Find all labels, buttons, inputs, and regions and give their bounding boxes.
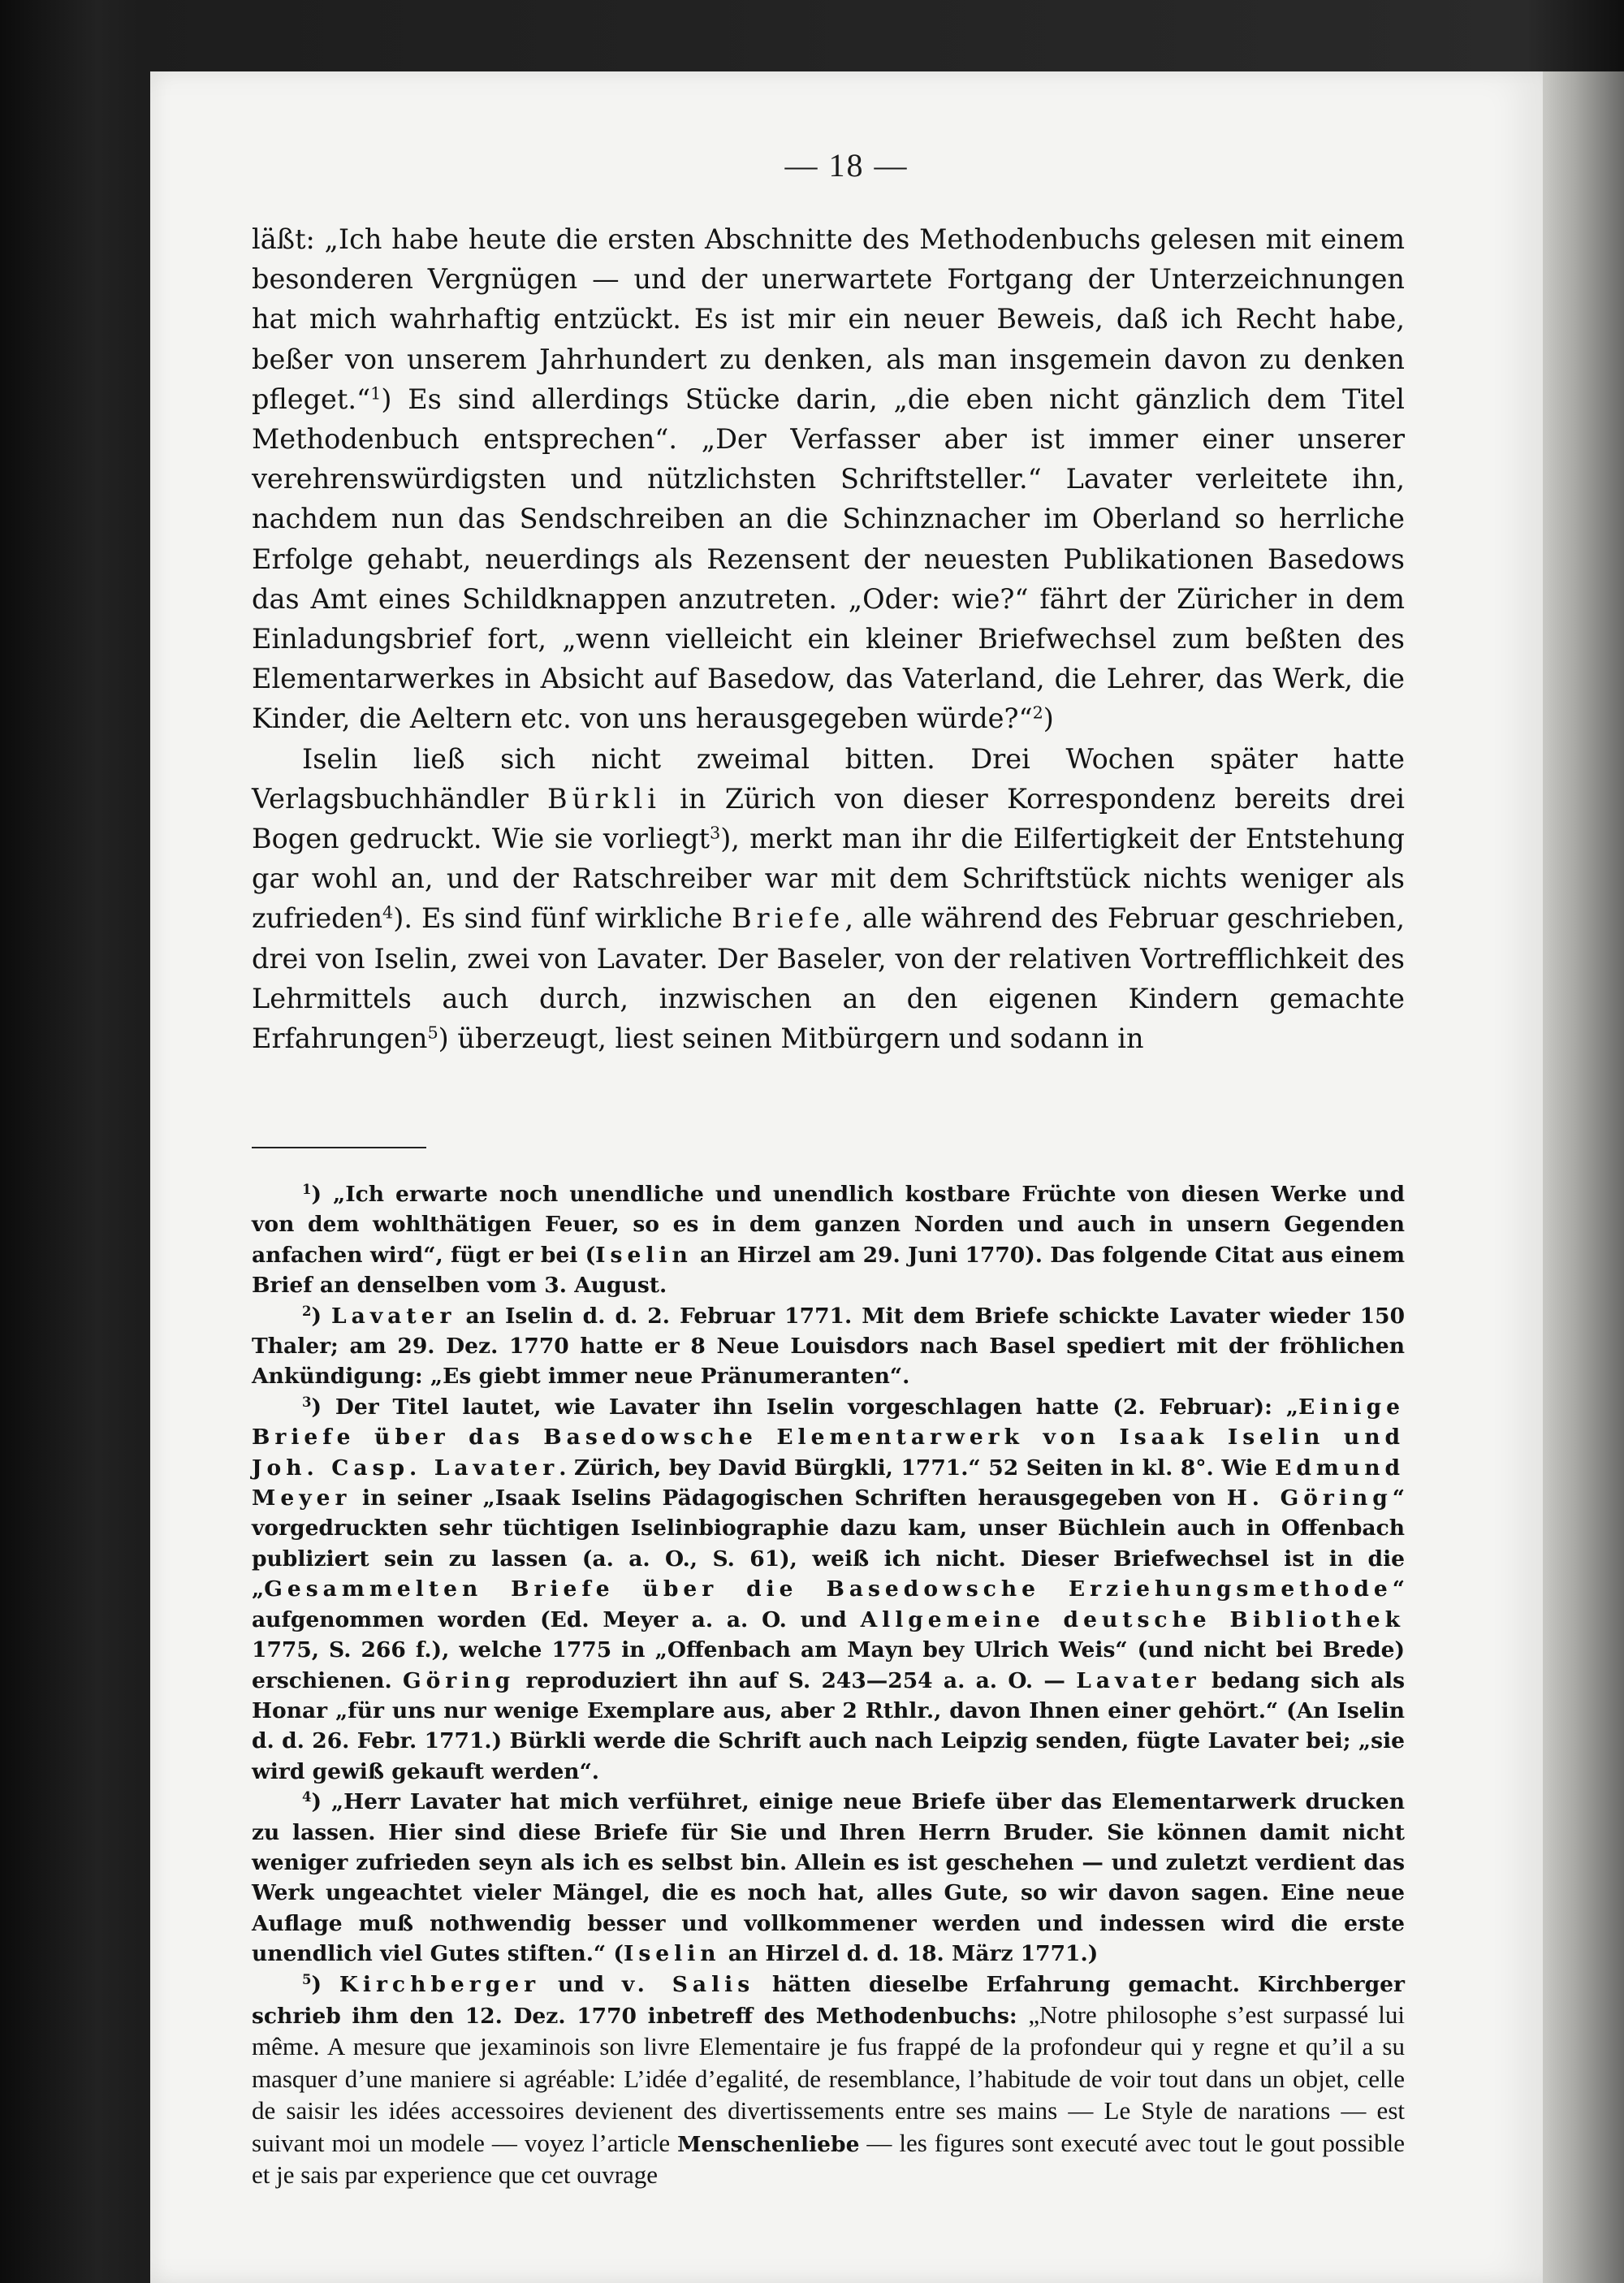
footnote-5-german-word: Menschenliebe [677, 2131, 860, 2157]
page-number: — 18 — [784, 147, 909, 184]
footnote-2 [252, 1301, 1405, 1392]
footnote-4 [252, 1787, 1405, 1969]
footnote-3 [252, 1392, 1405, 1787]
p1-text-a: läßt: „Ich habe heute die ersten Abschnitte des Methodenbuchs gelesen mit einem besonderen Vergnügen — und der unerwartete Fortgang der Unterzeichnungen hat mich wahrhaftig entzückt. Es ist mir ein neuer Beweis, daß ich Recht habe, beßer von unserem Jahrhundert zu denken, als man insgemein davon zu denken pfleget.“ [252, 223, 1405, 415]
footnote-2-name: Lavater [331, 1303, 456, 1329]
footnote-3-title-2: Gesammelten Briefe über die Basedowsche Erziehungsmethode [264, 1576, 1393, 1602]
p2-text-c: ), merkt man ihr die Eilfertigkeit der Entstehung gar wohl an, und der Ratschreiber war mit dem Schriftstück nichts weniger als zufrieden [252, 823, 1405, 935]
footnote-3-name-goering-2: Göring [403, 1667, 516, 1693]
footnote-5-french-quote: „Notre philosophe s’est surpassé lui même. A mesure que jexaminois son livre Elementaire je fus frappé de la profondeur qui y regne et qu’il a su masquer d’une maniere si agréable: L’idée d’egalité, de resemblance, l’habitude de voir tout dans un objet, celle de saisir les idées accessoires devienent des divertissements entre ses mains — Le Style de narations — est suivant moi un modele — voyez l’article [252, 2000, 1405, 2157]
p2-text-e: , alle während des Februar geschrieben, drei von Iselin, zwei von Lavater. Der Baseler, von der relativen Vortrefflichkeit des Lehrmittels auch durch, inzwischen an den eigenen Kindern gemachte Erfahrungen [252, 902, 1406, 1055]
footnote-3-title: Einige Briefe über das Basedowsche Elementarwerk von Isaak Iselin und Joh. Casp. Lavater [252, 1394, 1405, 1481]
footnote-3-mark: 3 [302, 1394, 312, 1410]
footnote-2-text-a: ) [311, 1303, 332, 1329]
footnote-1-text-a: ) „Ich erwarte noch unendliche und unendlich kostbare Früchte von diesen Werke und von dem wohlthätigen Feuer, so es in dem ganzen Norden und auch in unsern Gegenden anfachen wird“, fügt er bei ( [252, 1182, 1405, 1268]
book-page [150, 71, 1543, 2283]
footnote-ref-3: 3 [710, 823, 721, 843]
footnote-1-name: Iselin [595, 1242, 693, 1268]
footnote-4-text-a: ) „Herr Lavater hat mich verführet, einige neue Briefe über das Elementarwerk drucken zu lassen. Hier sind diese Briefe für Sie und Ihren Herrn Bruder. Sie können damit nicht weniger zufrieden seyn als ich es selbst bin. Allein es ist geschehen — und zuletzt verdient das Werk ungeachtet vieler Mängel, die es noch hat, alles Gute, so wir davon sagen. Eine neue Auflage muß nothwendig besser und vollkommener werden und indessen wird die erste unendlich viel Gutes stiften.“ ( [252, 1789, 1405, 1967]
footnote-5 [252, 1970, 1405, 2192]
footnote-ref-5: 5 [427, 1023, 438, 1043]
p2-text-f: ) überzeugt, liest seinen Mitbürgern und sodann in [438, 1023, 1144, 1055]
footnote-1 [252, 1179, 1405, 1301]
footnote-3-text-b: . Zürich, bey David Bürgkli, 1771.“ 52 Seiten in kl. 8°. Wie [559, 1455, 1276, 1481]
footnote-1-mark: 1 [302, 1181, 312, 1197]
footnote-5-mark: 5 [302, 1971, 312, 1987]
paragraph-1 [252, 219, 1405, 739]
footnote-ref-1: 1 [370, 383, 382, 404]
p1-text-b: ) Es sind allerdings Stücke darin, „die eben nicht gänzlich dem Titel Methodenbuch entsprechen“. „Der Verfasser aber ist immer einer unserer verehrenswürdigsten und nützlichsten Schriftsteller.“ Lavater verleitete ihn, nachdem nun das Sendschreiben an die Schinznacher im Oberland so herrliche Erfolge gehabt, neuerdings als Rezensent der neuesten Publikationen Basedows das Amt eines Schildknappen anzutreten. „Oder: wie?“ fährt der Züricher in dem Einladungsbrief fort, „wenn vielleicht ein kleiner Briefwechsel zum beßten des Elementarwerkes in Absicht auf Basedow, das Vaterland, die Lehrer, das Werk, die Kinder, die Aeltern etc. von uns herausgegeben würde?“ [252, 383, 1405, 735]
footnote-3-name-meyer: Edmund Meyer [252, 1455, 1406, 1511]
footnote-5-text-a: ) [311, 1971, 339, 1997]
footnote-5-text-c: hätten dieselbe Erfahrung gemacht. Kirchberger schrieb ihm den 12. Dez. 1770 inbetreff des Methodenbuchs: [252, 1971, 1405, 2029]
page-gutter [1543, 71, 1624, 2283]
p2-text-b: in Zürich von dieser Korrespondenz bereits drei Bogen gedruckt. Wie sie vorliegt [252, 782, 1405, 855]
p2-name-buerkli: Bürkli [547, 782, 661, 815]
footnote-3-text-f: 1775, S. 266 f.), welche 1775 in „Offenbach am Mayn bey Ulrich Weis“ (und nicht bei Brede) erschienen. [252, 1637, 1405, 1693]
footnote-3-name-goering: H. Göring [1226, 1485, 1393, 1511]
footnote-3-text-g: reproduziert ihn auf S. 243—254 a. a. O. — [515, 1667, 1077, 1693]
footnote-ref-2: 2 [1032, 703, 1043, 724]
main-text [252, 219, 1405, 1058]
footnote-3-name-lavater: Lavater [1076, 1667, 1201, 1693]
footnote-5-name-kirchberger: Kirchberger [339, 1971, 541, 1997]
footnote-2-text-b: an Iselin d. d. 2. Februar 1771. Mit dem Briefe schickte Lavater wieder 150 Thaler; am 29. Dez. 1770 hatte er 8 Neue Louisdors nach Basel spediert mit der fröhlichen Ankündigung: „Es giebt immer neue Pränumeranten“. [252, 1303, 1406, 1390]
p2-text-d: ). Es sind fünf wirkliche [393, 902, 732, 935]
footnote-3-text-e: “ aufgenommen worden (Ed. Meyer a. a. O. und [252, 1576, 1405, 1632]
footnote-5-french-quote-end: — les figures sont executé avec tout le gout possible et je sais par experience que cet ouvrage [252, 2128, 1405, 2189]
footnote-3-text-a: ) Der Titel lautet, wie Lavater ihn Iselin vorgeschlagen hatte (2. Februar): „ [311, 1394, 1298, 1420]
footnote-3-text-h: bedang sich als Honar „für uns nur wenige Exemplare aus, aber 2 Rthlr., davon Ihnen einer gehört.“ (An Iselin d. d. 26. Febr. 1771.) Bürkli werde die Schrift auch nach Leipzig senden, fügte Lavater bei; „sie wird gewiß gekauft werden“. [252, 1667, 1406, 1784]
footnote-5-name-salis: v. Salis [621, 1971, 755, 1997]
footnote-2-mark: 2 [302, 1303, 312, 1319]
footnote-1-text-b: an Hirzel am 29. Juni 1770). Das folgende Citat aus einem Brief an denselben vom 3. August. [252, 1242, 1405, 1299]
p2-text-a: Iselin ließ sich nicht zweimal bitten. Drei Wochen später hatte Verlagsbuchhändler [252, 742, 1405, 815]
paragraph-2 [252, 739, 1405, 1059]
p1-text-c: ) [1043, 703, 1054, 735]
footnote-5-text-b: und [540, 1971, 622, 1997]
footnote-rule [252, 1147, 426, 1148]
footnote-4-mark: 4 [302, 1789, 312, 1805]
footnote-3-text-d: “ vorgedruckten sehr tüchtigen Iselinbiographie dazu kam, unser Büchlein auch in Offenbach publiziert sein zu lassen (a. a. O., S. 61), weiß ich nicht. Dieser Briefwechsel ist in die „ [252, 1485, 1405, 1602]
footnotes [252, 1179, 1405, 2191]
footnote-ref-4: 4 [382, 903, 394, 923]
p2-briefe: Briefe [731, 902, 845, 935]
footnote-3-title-3: Allgemeine deutsche Bibliothek [860, 1606, 1405, 1632]
footnote-3-text-c: in seiner „Isaak Iselins Pädagogischen Schriften herausgegeben von [351, 1485, 1227, 1511]
footnote-4-text-b: an Hirzel d. d. 18. März 1771.) [720, 1941, 1099, 1967]
footnote-4-name: Iselin [623, 1941, 721, 1967]
